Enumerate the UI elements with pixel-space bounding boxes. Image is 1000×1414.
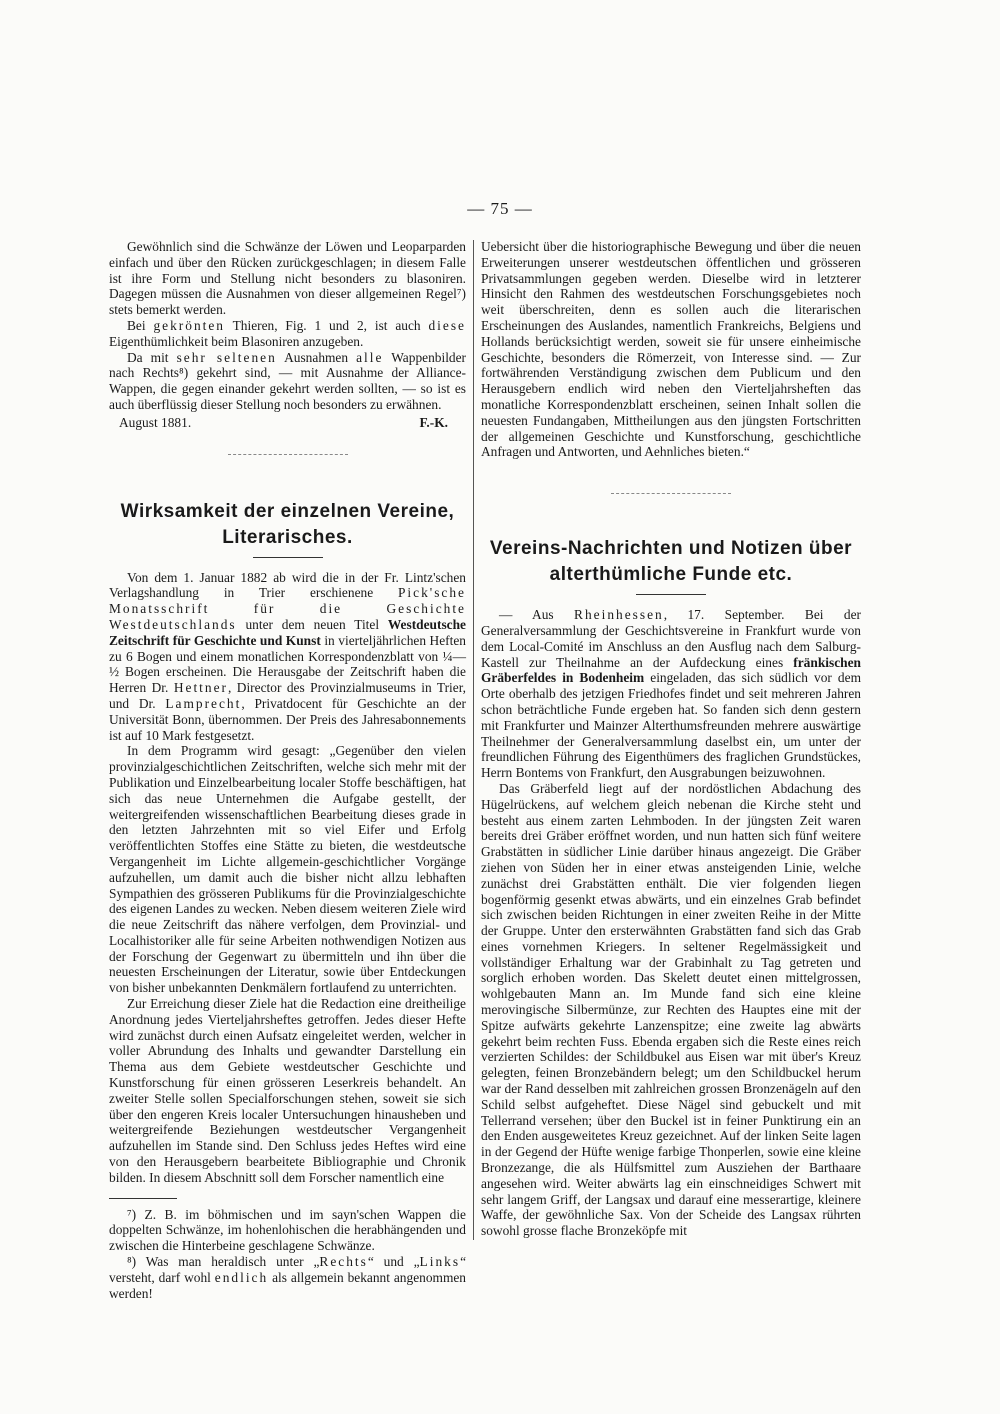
date: August 1881. — [119, 414, 192, 430]
ornamental-divider — [481, 484, 861, 498]
left-column — [109, 239, 466, 1301]
section-heading: Wirksamkeit der einzelnen Vereine, Literarisches. — [120, 500, 455, 548]
paragraph: Gewöhnlich sind die Schwänze der Löwen und Leoparparden einfach und über den Rücken zurückgeschlagen; in diesem Falle ist ihre Form und Stellung nicht besonders zu blasoniren. Dagegen müssen die Ausnahmen von dieser allgemeinen Regel⁷) stets bemerkt werden. — [109, 239, 466, 318]
paragraph: Von dem 1. Januar 1882 ab wird die in der Fr. Lintz'schen Verlagshandlung in Trier erschienene Pick'sche Monatsschrift für die Geschichte Westdeutschlands unter dem neuen Titel Westdeutsche Zeitschrift für Geschichte und Kunst in vierteljährlichen Heften zu 6 Bogen und einem monatlichen Korrespondenzblatt von ¼—½ Bogen erscheinen. Die Herausgabe der Zeitschrift haben die Herren Dr. Hettner, Director des Provinzialmuseums in Trier, und Dr. Lamprecht, Privatdocent für Geschichte an der Universität Bonn, übernommen. Der Preis des Jahresabonnements ist auf 10 Mark festgesetzt. — [109, 569, 466, 743]
paragraph: Uebersicht über die historiographische Bewegung und über die neuen Erweiterungen unserer westdeutschen öffentlichen und grösseren Privatsammlungen gegeben werden. Dieselbe wird in letzterer Hinsicht den Rahmen des westdeutschen Forschungsgebietes noch weit überschreiten, denn es sollen auch die literarischen Erscheinungen des Auslandes, namentlich Frankreichs, Belgiens und Hollands berücksichtigt werden, soweit sie für unsere einheimische Geschichte, besonders die Römerzeit, von Interesse sind. — Zur fortwährenden Verständigung zwischen dem Publicum und den Herausgebern endlich wird neben den Vierteljahrsheften das monatliche Korrespondenzblatt erscheinen, seinen Inhalt sollen die neuesten Fundangaben, Mittheilungen aus den jüngsten Fortschritten der allgemeinen Geschichte und Kunstforschung, geschichtliche Anfragen und Antworten, und Aehnliches bieten.“ — [481, 239, 861, 460]
paragraph: Bei gekrönten Thieren, Fig. 1 und 2, ist auch diese Eigenthümlichkeit beim Blasoniren anzugeben. — [109, 317, 466, 349]
paragraph: Da mit sehr seltenen Ausnahmen alle Wappenbilder nach Rechts⁸) gekehrt sind, — mit Ausnahme der Alliance-Wappen, die gegen einander gekehrt werden sollten, — so ist es auch überflüssig dieser Stellung noch besonders zu erwähnen. — [109, 349, 467, 412]
footnote-rule — [109, 1198, 177, 1199]
author: F.-K. — [419, 414, 448, 430]
ornamental-divider — [109, 445, 466, 459]
column-divider — [473, 240, 474, 1240]
paragraph: Das Gräberfeld liegt auf der nordöstlichen Abdachung des Hügelrückens, auf welchem gleich nebenan die Kirche steht und besteht aus einem zarten Lehmboden. In der jüngsten Zeit waren bereits drei Gräber eröffnet worden, und nun hatten sich fünf weitere Grabstätten in südlicher Linie darüber hinaus angezeigt. Die Gräber ziehen von Süden her in einer etwas ansteigenden Linie, welche zunächst drei Grabstätten enthält. Die vier folgenden liegen bogenförmig gesenkt etwas abwärts, und ein einzelnes Grab befindet sich zwischen beiden Richtungen in einer zweiten Reihe in der Mitte der Gruppe. Unter den ersterwähnten Grabstätten fand sich das Grab eines vornehmen Kriegers. In seltener Regelmässigkeit und vollständiger Erhaltung war der Grabinhalt zu Tag getreten und sorglich erhoben worden. Das Skelett deutet einen mittelgrossen, wohlgebauten Mann an. Im Munde fand sich eine kleine merovingische Silbermünze, zur Rechten des Hauptes eine mit der Spitze aufwärts gekehrte Lanzenspitze; eine zweite lag abwärts gekehrt beim rechten Fuss. Ebenda ergaben sich die Reste eines reich verzierten Schildes: der Schildbukel aus Eisen war mit über's Kreuz gelegten, feinen Bronzebändern belegt; um den Schildbuckel herum war der Rand desselben mit zahlreichen grossen Bronzenägeln auf den Schild selbst aufgeheftet. Diese Nägel sind gebuckelt und mit Tellerrand versehen; über den Buckel ist in feiner Punktirung ein an den Enden ausgeweitetes Kreuz gezeichnet. Auf der linken Seite lagen in der Gegend der Hüfte wenige farbige Thonperlen, sowie eine kleine Bronzezange, die als Hülfsmittel zum Ausziehen der Barthaare angesehen wird. Weiter abwärts lag ein einschneidiges Schwert mit sehr langem Griff, der Langsax und darauf eine messerartige, kleinere Waffe, der gewöhnliche Sax. Von der Scheide des Langsax rührten sowohl grosse flache Bronzeköpfe mit — [481, 780, 861, 1239]
heading-rule — [636, 594, 706, 595]
heading-rule — [253, 557, 323, 558]
paragraph: — Aus Rheinhessen, 17. September. Bei der Generalversammlung der Geschichtsvereine in Frankfurt wurde von dem Local-Comité im Anschluss an den Ausflug nach dem Salburg-Kastell zur Theilnahme an der Aufdeckung eines fränkischen Gräberfeldes in Bodenheim eingeladen, das sich südlich vor dem Orte oberhalb des jetzigen Friedhofes findet und seit mehreren Jahren schon beträchtliche Funde ergeben hat. So fanden sich denn gestern mit Frankfurter und Mainzer Alterthumsfreunden mehrere auswärtige Theilnehmer der Generalversammlung daselbst ein, um unter der freundlichen Führung des Eigenthümers des fraglichen Grundstückes, Herrn Bontems von Frankfurt, den Ausgrabungen beizuwohnen. — [481, 607, 861, 781]
footnote-7: ⁷) Z. B. im böhmischen und im sayn'schen Wappen die doppelten Schwänze, im hohenlohischen die herabhängenden und zwischen die Hinterbeine geschlagene Schwänze. — [109, 1206, 466, 1254]
footnote-8: ⁸) Was man heraldisch unter „Rechts“ und „Links“ versteht, darf wohl endlich als allgemein bekannt angenommen werden! — [109, 1254, 467, 1301]
page-number: — 75 — — [467, 199, 533, 218]
right-column — [481, 239, 861, 1239]
signature-line — [109, 415, 466, 431]
paragraph: In dem Programm wird gesagt: „Gegenüber den vielen provinzialgeschichtlichen Zeitschriften, welche sich mehr mit der Publikation und Einzelbearbeitung localer Stoffe beschäftigen, hat sich das neue Unternehmen die Aufgabe gestellt, der weitergreifenden wissenschaftlichen Bearbeitung dieses grade in den letzten Jahrzehnten mit so viel Eifer und Erfolg veröffentlichten Stoffes eine Stätte zu bieten, die westdeutsche Vergangenheit im Lichte allgemein-geschichtlicher Vorgänge aufzuhellen, um damit auch die bisher nicht allzu lebhaften Sympathien des grösseren Publikums für die Provinzialgeschichte des eigenen Landes zu wecken. Neben diesem weiteren Ziele wird die neue Zeitschrift das nähere verfolgen, dem Provinzial- und Localhistoriker alle für seine Arbeiten nothwendigen Notizen aus der Forschung der Gegenwart zu übermitteln und ihn über die neuesten Erscheinungen der Literatur, sowie über Entdeckungen von bisher unbekannten Denkmälern fortlaufend zu unterrichten. — [109, 743, 466, 996]
section-heading: Vereins-Nachrichten und Notizen über alterthümliche Funde etc. — [489, 538, 853, 586]
paragraph: Zur Erreichung dieser Ziele hat die Redaction eine dreitheilige Anordnung jedes Vierteljahrsheftes getroffen. Jedes dieser Hefte wird zunächst durch einen Aufsatz eingeleitet werden, welcher in voller Abrundung des Inhalts und gewandter Darstellung ein Thema aus dem Gebiete westdeutscher Geschichte und Kunstforschung für einen grösseren Leserkreis behandelt. An zweiter Stelle sollen Specialforschungen stehen, soweit sie sich über den engeren Kreis localer Untersuchungen hinausheben und weitergreifende Beziehungen westdeutscher Vergangenheit aufzuhellen im Stande sind. Den Schluss jedes Heftes wird eine von den Herausgebern bearbeitete Bibliographie und Chronik bilden. In diesem Abschnitt soll dem Forscher namentlich eine — [109, 996, 466, 1185]
